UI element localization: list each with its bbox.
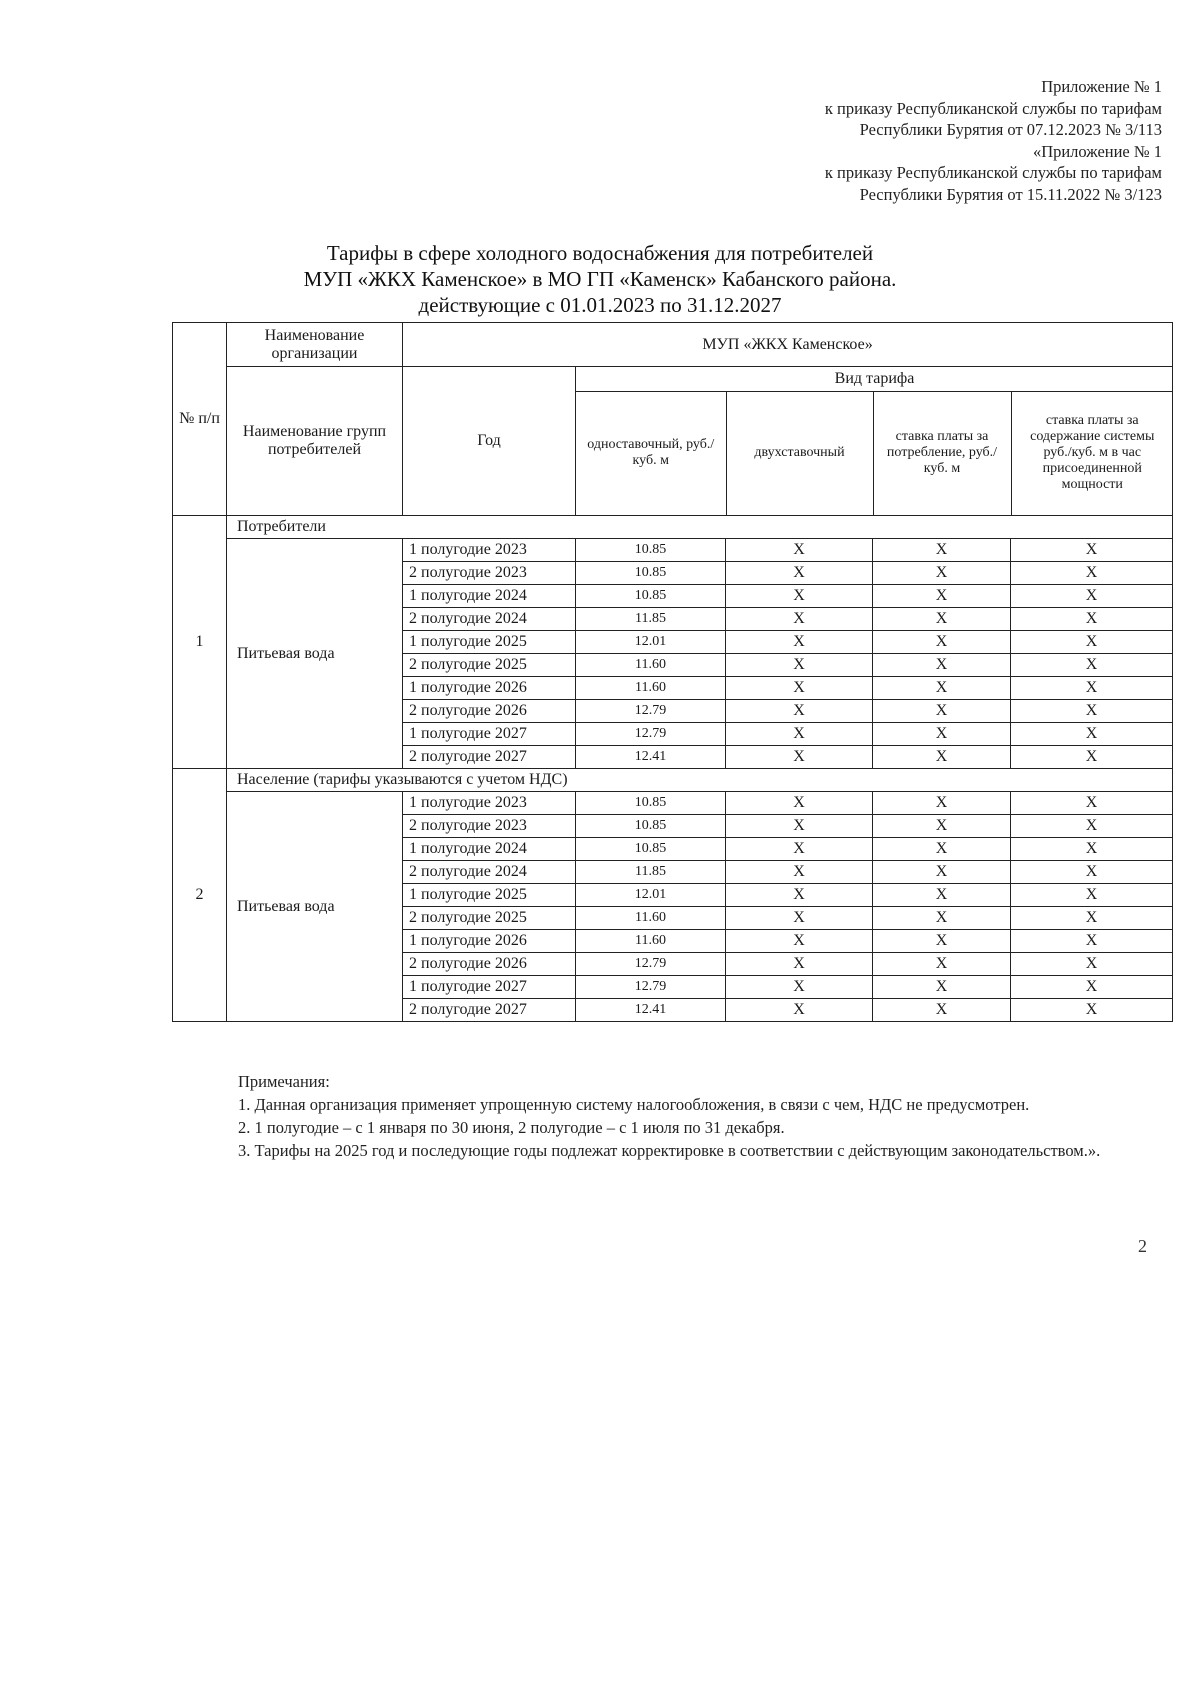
consumer-group: Питьевая вода bbox=[227, 539, 403, 769]
col-header-org-name: Наименование организации bbox=[227, 323, 403, 367]
capacity-rate-cell: X bbox=[1011, 861, 1173, 884]
consumption-rate-cell: X bbox=[873, 999, 1011, 1022]
capacity-rate-cell: X bbox=[1011, 815, 1173, 838]
single-rate-cell: 10.85 bbox=[576, 792, 726, 815]
period-cell: 1 полугодие 2025 bbox=[403, 884, 576, 907]
period-cell: 2 полугодие 2026 bbox=[403, 953, 576, 976]
capacity-rate-cell: X bbox=[1011, 677, 1173, 700]
double-rate-cell: X bbox=[726, 953, 873, 976]
tariff-type-header: Вид тарифа bbox=[576, 367, 1173, 391]
capacity-rate-cell: X bbox=[1011, 792, 1173, 815]
consumption-rate-cell: X bbox=[873, 608, 1011, 631]
capacity-rate-cell: X bbox=[1011, 838, 1173, 861]
single-rate-cell: 11.60 bbox=[576, 654, 726, 677]
single-rate-cell: 11.85 bbox=[576, 608, 726, 631]
double-rate-cell: X bbox=[726, 562, 873, 585]
period-cell: 2 полугодие 2027 bbox=[403, 746, 576, 769]
period-cell: 2 полугодие 2023 bbox=[403, 815, 576, 838]
col-header-num: № п/п bbox=[173, 323, 227, 516]
single-rate-cell: 12.01 bbox=[576, 884, 726, 907]
consumption-rate-cell: X bbox=[873, 746, 1011, 769]
single-rate-cell: 11.60 bbox=[576, 677, 726, 700]
table-row bbox=[173, 792, 1173, 815]
capacity-rate-cell: X bbox=[1011, 608, 1173, 631]
consumption-rate-cell: X bbox=[873, 815, 1011, 838]
capacity-rate-cell: X bbox=[1011, 723, 1173, 746]
single-rate-cell: 11.60 bbox=[576, 930, 726, 953]
consumption-rate-cell: X bbox=[873, 677, 1011, 700]
double-rate-cell: X bbox=[726, 585, 873, 608]
col-header-double-rate: двухставочный bbox=[726, 391, 873, 515]
section-title: Население (тарифы указываются с учетом НДС) bbox=[227, 769, 1173, 792]
col-header-single-rate: одноставочный, руб./ куб. м bbox=[576, 391, 726, 515]
col-header-year: Год bbox=[403, 367, 576, 516]
single-rate-cell: 11.60 bbox=[576, 907, 726, 930]
double-rate-cell: X bbox=[726, 723, 873, 746]
tariff-table bbox=[172, 322, 1173, 1022]
single-rate-cell: 12.79 bbox=[576, 723, 726, 746]
org-name: МУП «ЖКХ Каменское» bbox=[403, 323, 1173, 367]
consumption-rate-cell: X bbox=[873, 723, 1011, 746]
period-cell: 1 полугодие 2023 bbox=[403, 539, 576, 562]
header-line: Республики Бурятия от 07.12.2023 № 3/113 bbox=[859, 120, 1162, 139]
notes-label: Примечания: bbox=[238, 1072, 330, 1091]
consumption-rate-cell: X bbox=[873, 700, 1011, 723]
double-rate-cell: X bbox=[726, 884, 873, 907]
single-rate-cell: 10.85 bbox=[576, 815, 726, 838]
col-header-capacity-rate: ставка платы за содержание системы руб./куб. м в час присоединенной мощности bbox=[1030, 413, 1155, 493]
period-cell: 1 полугодие 2027 bbox=[403, 976, 576, 999]
single-rate-cell: 12.79 bbox=[576, 700, 726, 723]
period-cell: 1 полугодие 2024 bbox=[403, 585, 576, 608]
single-rate-cell: 10.85 bbox=[576, 838, 726, 861]
page-number: 2 bbox=[1138, 1236, 1147, 1256]
single-rate-cell: 12.79 bbox=[576, 976, 726, 999]
double-rate-cell: X bbox=[726, 907, 873, 930]
note-item: 3. Тарифы на 2025 год и последующие годы подлежат корректировке в соответствии с действующим законодательством.». bbox=[238, 1141, 1101, 1160]
period-cell: 1 полугодие 2026 bbox=[403, 677, 576, 700]
double-rate-cell: X bbox=[726, 999, 873, 1022]
single-rate-cell: 11.85 bbox=[576, 861, 726, 884]
capacity-rate-cell: X bbox=[1011, 999, 1173, 1022]
double-rate-cell: X bbox=[726, 930, 873, 953]
appendix-header bbox=[825, 76, 1162, 205]
consumption-rate-cell: X bbox=[873, 953, 1011, 976]
consumption-rate-cell: X bbox=[873, 907, 1011, 930]
title-line: Тарифы в сфере холодного водоснабжения для потребителей bbox=[326, 241, 874, 265]
double-rate-cell: X bbox=[726, 700, 873, 723]
period-cell: 2 полугодие 2024 bbox=[403, 608, 576, 631]
period-cell: 1 полугодие 2027 bbox=[403, 723, 576, 746]
capacity-rate-cell: X bbox=[1011, 585, 1173, 608]
header-line: к приказу Республиканской службы по тарифам bbox=[824, 163, 1162, 182]
consumption-rate-cell: X bbox=[873, 930, 1011, 953]
period-cell: 2 полугодие 2026 bbox=[403, 700, 576, 723]
period-cell: 2 полугодие 2023 bbox=[403, 562, 576, 585]
consumption-rate-cell: X bbox=[873, 884, 1011, 907]
single-rate-cell: 12.41 bbox=[576, 746, 726, 769]
capacity-rate-cell: X bbox=[1011, 746, 1173, 769]
consumption-rate-cell: X bbox=[873, 976, 1011, 999]
header-line: Приложение № 1 bbox=[1041, 77, 1162, 96]
section-population bbox=[173, 769, 1173, 1022]
double-rate-cell: X bbox=[726, 539, 873, 562]
capacity-rate-cell: X bbox=[1011, 700, 1173, 723]
section-consumers bbox=[173, 516, 1173, 769]
period-cell: 2 полугодие 2024 bbox=[403, 861, 576, 884]
note-item: 1. Данная организация применяет упрощенную систему налогообложения, в связи с чем, НДС не предусмотрен. bbox=[238, 1095, 1030, 1114]
header-line: к приказу Республиканской службы по тарифам bbox=[824, 98, 1162, 118]
header-line: Республики Бурятия от 15.11.2022 № 3/123 bbox=[859, 184, 1162, 204]
double-rate-cell: X bbox=[726, 677, 873, 700]
period-cell: 1 полугодие 2023 bbox=[403, 792, 576, 815]
period-cell: 2 полугодие 2027 bbox=[403, 999, 576, 1022]
table-row bbox=[173, 539, 1173, 562]
section-title: Потребители bbox=[227, 516, 1173, 539]
capacity-rate-cell: X bbox=[1011, 562, 1173, 585]
document-title bbox=[160, 240, 1040, 318]
consumption-rate-cell: X bbox=[873, 539, 1011, 562]
period-cell: 1 полугодие 2024 bbox=[403, 838, 576, 861]
period-cell: 1 полугодие 2026 bbox=[403, 930, 576, 953]
capacity-rate-cell: X bbox=[1011, 930, 1173, 953]
double-rate-cell: X bbox=[726, 654, 873, 677]
double-rate-cell: X bbox=[726, 631, 873, 654]
single-rate-cell: 12.41 bbox=[576, 999, 726, 1022]
capacity-rate-cell: X bbox=[1011, 907, 1173, 930]
capacity-rate-cell: X bbox=[1011, 631, 1173, 654]
double-rate-cell: X bbox=[726, 861, 873, 884]
double-rate-cell: X bbox=[726, 815, 873, 838]
single-rate-cell: 12.79 bbox=[576, 953, 726, 976]
note-item: 2. 1 полугодие – с 1 января по 30 июня, 2 полугодие – с 1 июля по 31 декабря. bbox=[238, 1118, 785, 1137]
double-rate-cell: X bbox=[726, 792, 873, 815]
capacity-rate-cell: X bbox=[1011, 976, 1173, 999]
col-header-consumption-rate: ставка платы за потребление, руб./ куб. м bbox=[873, 391, 1011, 515]
section-number: 2 bbox=[173, 769, 227, 1022]
consumption-rate-cell: X bbox=[873, 838, 1011, 861]
single-rate-cell: 10.85 bbox=[576, 562, 726, 585]
col-header-groups: Наименование групп потребителей bbox=[227, 367, 403, 516]
consumption-rate-cell: X bbox=[873, 792, 1011, 815]
period-cell: 1 полугодие 2025 bbox=[403, 631, 576, 654]
double-rate-cell: X bbox=[726, 746, 873, 769]
header-line: «Приложение № 1 bbox=[1032, 141, 1162, 161]
double-rate-cell: X bbox=[726, 608, 873, 631]
consumer-group: Питьевая вода bbox=[227, 792, 403, 1022]
period-cell: 2 полугодие 2025 bbox=[403, 907, 576, 930]
single-rate-cell: 10.85 bbox=[576, 585, 726, 608]
capacity-rate-cell: X bbox=[1011, 884, 1173, 907]
consumption-rate-cell: X bbox=[873, 861, 1011, 884]
consumption-rate-cell: X bbox=[873, 631, 1011, 654]
capacity-rate-cell: X bbox=[1011, 654, 1173, 677]
consumption-rate-cell: X bbox=[873, 585, 1011, 608]
section-number: 1 bbox=[173, 516, 227, 769]
period-cell: 2 полугодие 2025 bbox=[403, 654, 576, 677]
capacity-rate-cell: X bbox=[1011, 953, 1173, 976]
single-rate-cell: 12.01 bbox=[576, 631, 726, 654]
tariff-type-subtable bbox=[576, 367, 1173, 515]
notes bbox=[180, 1070, 1152, 1162]
title-line: МУП «ЖКХ Каменское» в МО ГП «Каменск» Кабанского района. bbox=[303, 267, 897, 291]
single-rate-cell: 10.85 bbox=[576, 539, 726, 562]
double-rate-cell: X bbox=[726, 976, 873, 999]
title-line: действующие с 01.01.2023 по 31.12.2027 bbox=[418, 293, 782, 317]
consumption-rate-cell: X bbox=[873, 654, 1011, 677]
consumption-rate-cell: X bbox=[873, 562, 1011, 585]
double-rate-cell: X bbox=[726, 838, 873, 861]
capacity-rate-cell: X bbox=[1011, 539, 1173, 562]
